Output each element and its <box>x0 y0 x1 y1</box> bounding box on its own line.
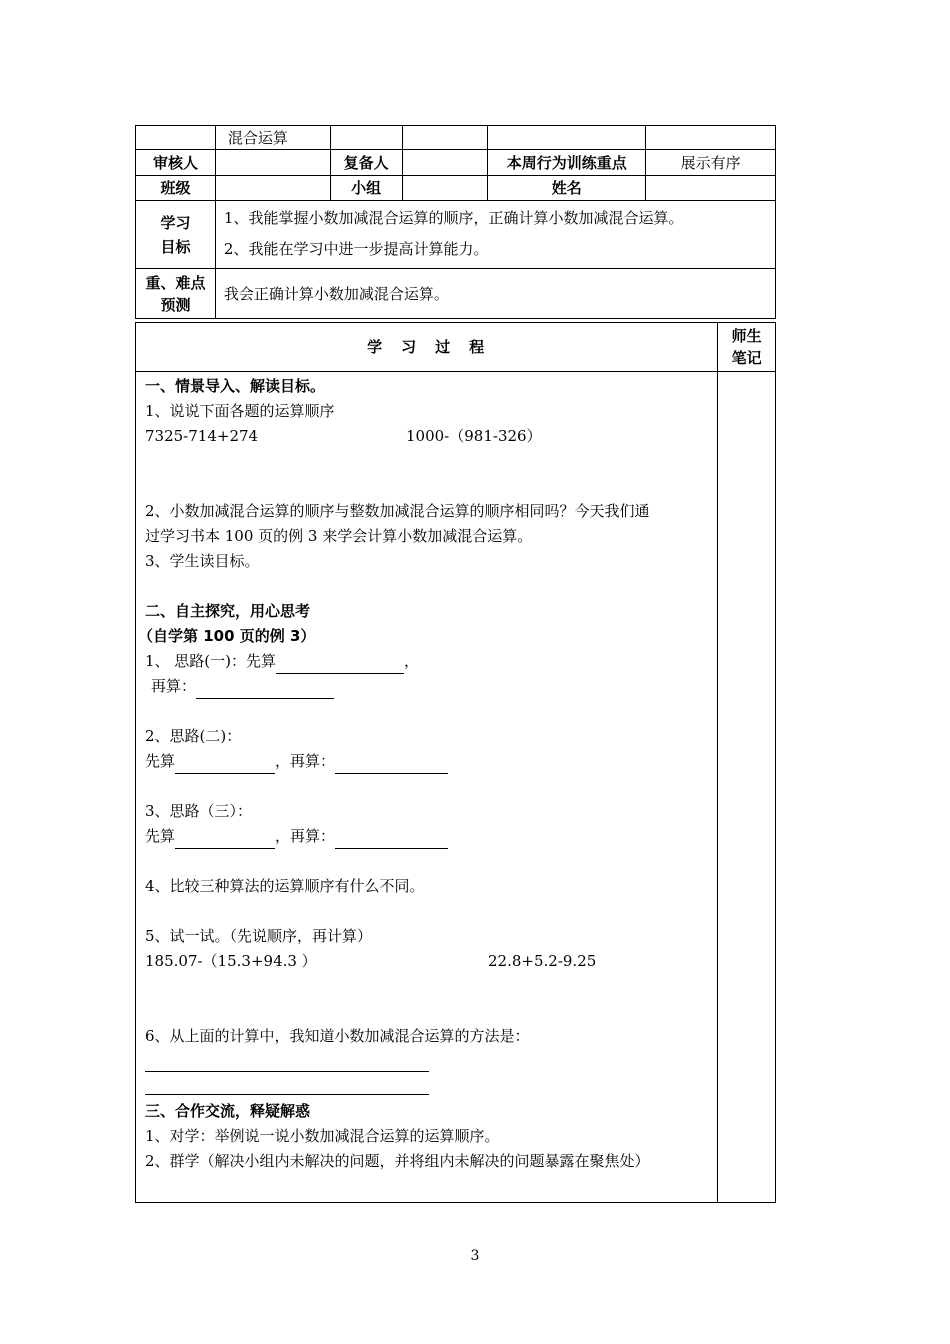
path-3 <box>136 824 717 849</box>
cell-empty <box>136 126 216 150</box>
notes-header-line: 师生 <box>731 327 762 345</box>
focus-value: 展示有序 <box>646 150 776 176</box>
focus-label: 本周行为训练重点 <box>488 150 646 176</box>
s1-question-3: 3、学生读目标。 <box>145 552 260 570</box>
s1-question-1: 1、说说下面各题的运算顺序 <box>145 402 335 420</box>
path-1-then <box>136 674 717 699</box>
answer-blank[interactable] <box>175 755 275 774</box>
answer-blank[interactable] <box>335 830 448 849</box>
answer-blank[interactable] <box>196 680 334 699</box>
notes-column <box>718 372 776 1203</box>
s2-question-4: 4、比较三种算法的运算顺序有什么不同。 <box>145 877 425 895</box>
name-label: 姓名 <box>488 176 646 201</box>
path-3-then-label: ，再算： <box>275 827 336 845</box>
path-2-title: 2、思路(二)： <box>145 727 242 745</box>
path-3-first-label: 先算 <box>145 827 176 845</box>
keypoints-text: 我会正确计算小数加减混合运算。 <box>215 269 775 319</box>
s1-question-2-line2: 过学习书本 100 页的例 3 来学会计算小数加减混合运算。 <box>145 527 533 545</box>
section-1-heading: 一、情景导入、解读目标。 <box>145 377 326 395</box>
keypoints-label <box>136 269 216 319</box>
cell-empty <box>330 126 402 150</box>
cell-empty <box>646 126 776 150</box>
process-table <box>135 322 776 1203</box>
s3-question-2: 2、群学（解决小组内未解决的问题，并将组内未解决的问题暴露在聚焦处） <box>145 1152 650 1170</box>
goal-item: 1、我能掌握小数加减混合运算的顺序，正确计算小数加减混合运算。 <box>223 209 684 227</box>
path-1-then-label: 再算： <box>151 677 197 695</box>
s2-question-5: 5、试一试。（先说顺序，再计算） <box>145 927 373 945</box>
preparer-label: 复备人 <box>330 150 402 176</box>
s3-question-1: 1、对学：举例说一说小数加减混合运算的运算顺序。 <box>145 1127 500 1145</box>
header-table <box>135 125 776 319</box>
notes-header <box>718 323 776 372</box>
answer-blank[interactable] <box>276 655 404 674</box>
cell-empty <box>402 126 488 150</box>
goal-item: 2、我能在学习中进一步提高计算能力。 <box>223 240 489 258</box>
cell-empty <box>488 126 646 150</box>
group-value <box>402 176 488 201</box>
section-2-subheading: （自学第 100 页的例 3） <box>138 627 316 645</box>
path-2-first-label: 先算 <box>145 752 176 770</box>
answer-blank[interactable] <box>175 830 275 849</box>
topic: 混合运算 <box>215 126 330 150</box>
section-3-heading: 三、合作交流，释疑解惑 <box>145 1102 311 1120</box>
reviewer-label: 审核人 <box>136 150 216 176</box>
answer-line[interactable] <box>145 1072 429 1095</box>
s2-question-6: 6、从上面的计算中，我知道小数加减混合运算的方法是： <box>145 1027 530 1045</box>
preparer-value <box>402 150 488 176</box>
class-label: 班级 <box>136 176 216 201</box>
expr-c: 185.07-（15.3+94.3 ） <box>145 952 317 970</box>
keypoints-label-line: 重、难点 <box>145 273 206 292</box>
s1-question-2-line1: 2、小数加减混合运算的顺序与整数加减混合运算的顺序相同吗？今天我们通 <box>145 502 650 520</box>
name-value <box>646 176 776 201</box>
path-1-prefix: 1、 思路(一)：先算 <box>145 652 277 670</box>
goals-label <box>136 201 216 269</box>
answer-line[interactable] <box>145 1049 429 1072</box>
s2-expressions <box>136 949 717 974</box>
path-3-title: 3、思路（三）： <box>145 802 253 820</box>
notes-header-line: 笔记 <box>731 349 762 367</box>
path-1-comma: ， <box>404 652 420 670</box>
keypoints-label-line: 预测 <box>160 295 191 314</box>
s1-expressions <box>136 424 717 449</box>
process-title: 学 习 过 程 <box>136 323 718 372</box>
reviewer-value <box>215 150 330 176</box>
goals-content <box>215 201 775 269</box>
goals-label-line: 学习 <box>160 213 191 232</box>
page-number: 3 <box>470 1248 480 1264</box>
answer-blank[interactable] <box>335 755 448 774</box>
expr-d: 22.8+5.2-9.25 <box>488 952 597 970</box>
path-1 <box>136 649 717 674</box>
group-label: 小组 <box>330 176 402 201</box>
class-value <box>215 176 330 201</box>
expr-b: 1000-（981-326） <box>406 427 542 445</box>
path-2-then-label: ，再算： <box>275 752 336 770</box>
path-2 <box>136 749 717 774</box>
section-2-heading: 二、自主探究，用心思考 <box>145 602 311 620</box>
process-content <box>136 372 718 1203</box>
goals-label-line: 目标 <box>160 237 191 256</box>
expr-a: 7325-714+274 <box>145 427 259 445</box>
